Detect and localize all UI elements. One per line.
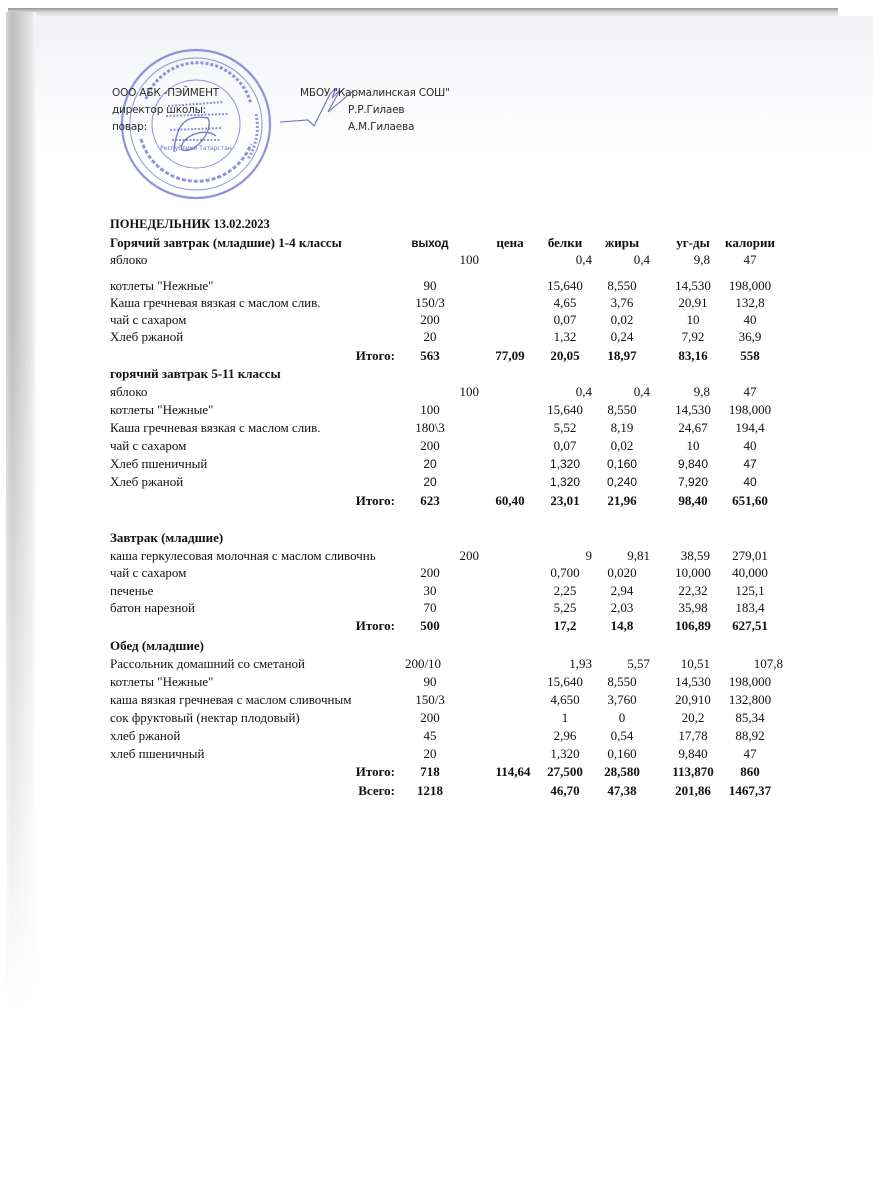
item-calories: 88,92 bbox=[735, 728, 765, 743]
table-row bbox=[0, 564, 873, 582]
item-name: котлеты "Нежные" bbox=[110, 402, 214, 417]
item-carbs: 17,78 bbox=[678, 728, 708, 743]
item-carbs: 35,98 bbox=[678, 600, 708, 615]
total-calories: 558 bbox=[740, 348, 760, 363]
item-carbs: 9,8 bbox=[693, 384, 710, 399]
item-out: 100 bbox=[459, 252, 479, 267]
item-name: сок фруктовый (нектар плодовый) bbox=[110, 710, 300, 725]
header-left bbox=[112, 85, 219, 136]
total-carbs: 98,40 bbox=[678, 493, 708, 508]
item-fat: 3,76 bbox=[610, 295, 634, 310]
item-name: яблоко bbox=[110, 252, 148, 267]
item-protein: 1,320 bbox=[550, 746, 580, 761]
item-name: Рассольник домашний со сметаной bbox=[110, 656, 305, 671]
item-protein: 4,65 bbox=[553, 295, 577, 310]
item-name: хлеб ржаной bbox=[110, 728, 181, 743]
item-name: чай с сахаром bbox=[110, 438, 187, 453]
total-out: 623 bbox=[420, 493, 440, 508]
table-row bbox=[0, 727, 873, 745]
item-carbs: 10 bbox=[686, 438, 700, 453]
item-calories: 183,4 bbox=[735, 600, 765, 615]
table-row bbox=[0, 673, 873, 691]
item-protein: 9 bbox=[585, 548, 592, 563]
item-out: 200 bbox=[420, 438, 440, 453]
item-calories: 47 bbox=[743, 746, 757, 761]
item-protein: 5,25 bbox=[553, 600, 577, 615]
table-row bbox=[0, 547, 873, 565]
table-row bbox=[0, 582, 873, 600]
item-calories: 40 bbox=[743, 475, 757, 489]
item-out: 100 bbox=[420, 402, 440, 417]
director-label: директор школы: bbox=[112, 104, 207, 116]
section-3-header bbox=[0, 529, 873, 547]
section-4-header bbox=[0, 637, 873, 655]
total-price: 60,40 bbox=[495, 493, 525, 508]
item-out: 150/3 bbox=[415, 295, 445, 310]
item-calories: 132,800 bbox=[728, 692, 772, 707]
org-name: ООО АБК -ПЭЙМЕНТ bbox=[112, 87, 219, 99]
item-out: 200 bbox=[420, 565, 440, 580]
item-name: котлеты "Нежные" bbox=[110, 674, 214, 689]
grand-total-calories: 1467,37 bbox=[728, 783, 772, 798]
item-out: 200/10 bbox=[404, 656, 442, 671]
total-price: 77,09 bbox=[495, 348, 525, 363]
item-calories: 107,8 bbox=[753, 656, 783, 671]
grand-total-label: Всего: bbox=[358, 783, 395, 798]
table-row bbox=[0, 311, 873, 329]
total-label: Итого: bbox=[355, 348, 395, 363]
header-right-names bbox=[348, 102, 414, 136]
total-carbs: 113,870 bbox=[672, 764, 714, 779]
total-out: 500 bbox=[420, 618, 440, 633]
item-protein: 15,640 bbox=[547, 674, 583, 689]
item-calories: 198,000 bbox=[728, 402, 772, 417]
item-fat: 0,02 bbox=[610, 312, 634, 327]
col-calories-header: калории bbox=[725, 235, 775, 250]
col-fat-header: жиры bbox=[604, 235, 640, 250]
table-row bbox=[0, 251, 873, 269]
total-fat: 14,8 bbox=[610, 618, 634, 633]
item-out: 200 bbox=[459, 548, 479, 563]
item-name: Каша гречневая вязкая с маслом слив. bbox=[110, 420, 321, 435]
item-protein: 1 bbox=[561, 710, 569, 725]
item-protein: 2,96 bbox=[553, 728, 577, 743]
table-row bbox=[0, 745, 873, 763]
item-carbs: 38,59 bbox=[680, 548, 710, 563]
item-fat: 0,240 bbox=[606, 475, 638, 489]
item-name: батон нарезной bbox=[110, 600, 195, 615]
item-protein: 0,4 bbox=[575, 384, 592, 399]
item-fat: 3,760 bbox=[607, 692, 637, 707]
total-protein: 23,01 bbox=[550, 493, 580, 508]
total-calories: 627,51 bbox=[732, 618, 768, 633]
item-out: 90 bbox=[423, 674, 437, 689]
item-calories: 40 bbox=[743, 438, 757, 453]
item-out: 30 bbox=[423, 583, 437, 598]
item-calories: 198,000 bbox=[728, 278, 772, 293]
item-name: котлеты "Нежные" bbox=[110, 278, 214, 293]
item-fat: 0,02 bbox=[610, 438, 634, 453]
grand-total-protein: 46,70 bbox=[550, 783, 580, 798]
table-row bbox=[0, 294, 873, 312]
item-carbs: 22,32 bbox=[678, 583, 708, 598]
item-carbs: 20,910 bbox=[675, 692, 711, 707]
cook-label: повар: bbox=[112, 121, 147, 133]
grand-total-row bbox=[0, 782, 873, 800]
section-title: горячий завтрак 5-11 классы bbox=[110, 366, 281, 381]
total-calories: 651,60 bbox=[732, 493, 768, 508]
table-row bbox=[0, 599, 873, 617]
item-out: 200 bbox=[420, 312, 440, 327]
item-out: 20 bbox=[423, 457, 437, 471]
item-name: яблоко bbox=[110, 384, 148, 399]
table-row bbox=[0, 473, 873, 491]
item-name: хлеб пшеничный bbox=[110, 746, 205, 761]
item-carbs: 10 bbox=[686, 312, 700, 327]
item-name: Хлеб ржаной bbox=[110, 329, 184, 344]
item-calories: 40,000 bbox=[732, 565, 768, 580]
item-protein: 0,700 bbox=[550, 565, 580, 580]
item-calories: 279,01 bbox=[732, 548, 768, 563]
total-row bbox=[0, 347, 873, 365]
item-carbs: 10,000 bbox=[675, 565, 711, 580]
item-carbs: 20,2 bbox=[681, 710, 705, 725]
item-carbs: 7,92 bbox=[681, 329, 705, 344]
col-protein-header: белки bbox=[547, 235, 583, 250]
table-row bbox=[0, 437, 873, 455]
total-row bbox=[0, 492, 873, 510]
item-protein: 1,320 bbox=[549, 457, 581, 471]
item-calories: 194,4 bbox=[735, 420, 765, 435]
page-title: ПОНЕДЕЛЬНИК 13.02.2023 bbox=[110, 217, 270, 231]
table-row bbox=[0, 328, 873, 346]
item-fat: 8,19 bbox=[610, 420, 634, 435]
total-fat: 21,96 bbox=[607, 493, 637, 508]
total-row bbox=[0, 617, 873, 635]
col-out-header: выход bbox=[411, 238, 449, 250]
item-carbs: 24,67 bbox=[678, 420, 708, 435]
item-name: Хлеб ржаной bbox=[110, 474, 184, 489]
total-calories: 860 bbox=[740, 764, 760, 779]
item-protein: 4,650 bbox=[550, 692, 580, 707]
item-protein: 0,4 bbox=[575, 252, 592, 267]
total-protein: 27,500 bbox=[547, 764, 583, 779]
item-calories: 125,1 bbox=[735, 583, 765, 598]
item-name: каша геркулесовая молочная с маслом сливочнь bbox=[110, 548, 376, 563]
item-calories: 36,9 bbox=[738, 329, 762, 344]
total-price: 114,64 bbox=[495, 764, 531, 779]
item-protein: 1,93 bbox=[569, 656, 592, 671]
table-row bbox=[0, 401, 873, 419]
item-protein: 1,32 bbox=[553, 329, 577, 344]
total-carbs: 106,89 bbox=[675, 618, 711, 633]
item-out: 20 bbox=[423, 475, 437, 489]
item-protein: 0,07 bbox=[553, 312, 577, 327]
table-row bbox=[0, 691, 873, 709]
item-out: 90 bbox=[423, 278, 437, 293]
total-label: Итого: bbox=[355, 618, 395, 633]
table-row bbox=[0, 383, 873, 401]
total-out: 718 bbox=[420, 764, 440, 779]
item-carbs: 9,8 bbox=[693, 252, 710, 267]
table-row bbox=[0, 455, 873, 473]
item-name: Хлеб пшеничный bbox=[110, 456, 208, 471]
total-label: Итого: bbox=[355, 764, 395, 779]
item-name: чай с сахаром bbox=[110, 312, 187, 327]
item-protein: 15,640 bbox=[547, 402, 583, 417]
section-title: Завтрак (младшие) bbox=[110, 530, 224, 545]
item-out: 20 bbox=[423, 746, 437, 761]
item-out: 45 bbox=[423, 728, 437, 743]
total-protein: 17,2 bbox=[553, 618, 577, 633]
item-calories: 47 bbox=[743, 457, 757, 471]
grand-total-out: 1218 bbox=[417, 783, 443, 798]
item-name: Каша гречневая вязкая с маслом слив. bbox=[110, 295, 321, 310]
item-out: 100 bbox=[459, 384, 479, 399]
grand-total-fat: 47,38 bbox=[607, 783, 637, 798]
section-title: Обед (младшие) bbox=[110, 638, 204, 653]
item-fat: 0,020 bbox=[607, 565, 637, 580]
item-calories: 198,000 bbox=[728, 674, 772, 689]
item-calories: 132,8 bbox=[735, 295, 765, 310]
item-out: 20 bbox=[423, 329, 437, 344]
header-right-school bbox=[300, 85, 450, 102]
item-protein: 2,25 bbox=[553, 583, 577, 598]
cook-name: А.М.Гилаева bbox=[348, 121, 415, 133]
item-fat: 0,160 bbox=[606, 457, 638, 471]
item-carbs: 9,840 bbox=[678, 746, 708, 761]
item-fat: 0,160 bbox=[607, 746, 637, 761]
table-row bbox=[0, 419, 873, 437]
total-protein: 20,05 bbox=[550, 348, 580, 363]
item-carbs: 20,91 bbox=[678, 295, 708, 310]
item-protein: 15,640 bbox=[547, 278, 583, 293]
item-fat: 0,4 bbox=[633, 384, 650, 399]
item-protein: 1,320 bbox=[549, 475, 581, 489]
item-fat: 0,24 bbox=[610, 329, 634, 344]
item-carbs: 7,920 bbox=[677, 475, 709, 489]
item-out: 150/3 bbox=[415, 692, 445, 707]
item-fat: 0 bbox=[618, 710, 626, 725]
total-fat: 28,580 bbox=[604, 764, 640, 779]
item-fat: 8,550 bbox=[607, 674, 637, 689]
page-title-row bbox=[0, 215, 873, 233]
item-out: 180\3 bbox=[415, 420, 445, 435]
item-calories: 85,34 bbox=[735, 710, 765, 725]
item-fat: 9,81 bbox=[627, 548, 650, 563]
item-name: печенье bbox=[110, 583, 154, 598]
item-calories: 40 bbox=[743, 312, 757, 327]
grand-total-carbs: 201,86 bbox=[675, 783, 711, 798]
item-fat: 2,03 bbox=[610, 600, 634, 615]
item-fat: 2,94 bbox=[610, 583, 634, 598]
total-carbs: 83,16 bbox=[678, 348, 708, 363]
table-row bbox=[0, 709, 873, 727]
item-calories: 47 bbox=[743, 252, 757, 267]
total-out: 563 bbox=[420, 348, 440, 363]
section-title: Горячий завтрак (младшие) 1-4 классы bbox=[110, 235, 342, 250]
scan-edge-left bbox=[6, 12, 36, 1012]
item-fat: 8,550 bbox=[607, 278, 637, 293]
item-carbs: 14,530 bbox=[675, 402, 711, 417]
item-carbs: 10,51 bbox=[680, 656, 710, 671]
total-fat: 18,97 bbox=[607, 348, 637, 363]
item-out: 70 bbox=[423, 600, 437, 615]
section-2-header bbox=[0, 365, 873, 383]
item-carbs: 14,530 bbox=[675, 674, 711, 689]
table-row bbox=[0, 655, 873, 673]
item-calories: 47 bbox=[743, 384, 757, 399]
item-fat: 0,4 bbox=[633, 252, 650, 267]
col-carbs-header: уг-ды bbox=[676, 235, 710, 250]
item-fat: 5,57 bbox=[627, 656, 650, 671]
svg-text:Республики Татарстан: Республики Татарстан bbox=[160, 145, 232, 152]
item-fat: 8,550 bbox=[607, 402, 637, 417]
item-out: 200 bbox=[420, 710, 440, 725]
total-row bbox=[0, 763, 873, 781]
item-protein: 0,07 bbox=[553, 438, 577, 453]
item-fat: 0,54 bbox=[610, 728, 634, 743]
item-carbs: 9,840 bbox=[677, 457, 709, 471]
director-name: Р.Р.Гилаев bbox=[348, 104, 405, 116]
item-carbs: 14,530 bbox=[675, 278, 711, 293]
table-row bbox=[0, 277, 873, 295]
total-label: Итого: bbox=[355, 493, 395, 508]
section-1-header bbox=[0, 234, 873, 252]
item-name: каша вязкая гречневая с маслом сливочным bbox=[110, 692, 352, 707]
school-name: МБОУ "Кармалинская СОШ" bbox=[300, 87, 450, 99]
item-protein: 5,52 bbox=[553, 420, 577, 435]
col-price-header: цена bbox=[496, 235, 524, 250]
item-name: чай с сахаром bbox=[110, 565, 187, 580]
